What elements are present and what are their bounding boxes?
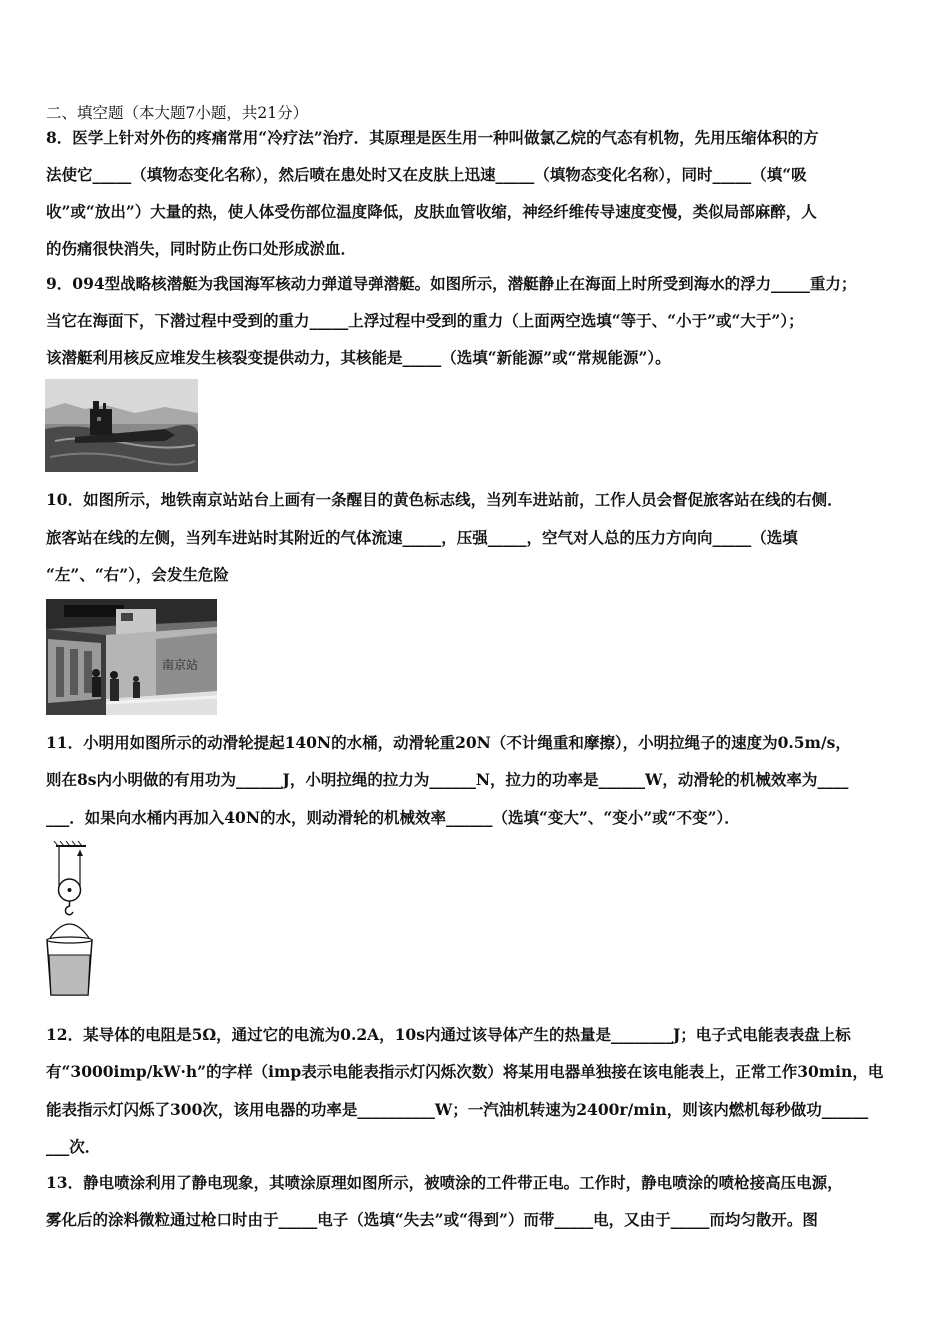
- submarine-photo: [45, 379, 198, 472]
- question-line: 则在8s内小明做的有用功为______J，小明拉绳的拉力为______N，拉力的功率是______W，动滑轮的机械效率为____: [46, 770, 849, 789]
- question-line: ___次．: [46, 1137, 101, 1156]
- question-line: 能表指示灯闪烁了300次，该用电器的功率是__________W；一汽油机转速为2400r/min，则该内燃机每秒做功______: [46, 1100, 869, 1119]
- question-line: 收”或“放出”）大量的热，使人体受伤部位温度降低，皮肤血管收缩，神经纤维传导速度变慢，类似局部麻醉，人: [46, 202, 817, 221]
- subway-station-photo: [46, 599, 217, 715]
- question-line: 10．如图所示，地铁南京站站台上画有一条醒目的黄色标志线，当列车进站前，工作人员会督促旅客站在线的右侧．: [46, 490, 843, 509]
- question-line: 12．某导体的电阻是5Ω，通过它的电流为0.2A，10s内通过该导体产生的热量是________J；电子式电能表表盘上标: [46, 1025, 851, 1044]
- question-line: ___．如果向水桶内再加入40N的水，则动滑轮的机械效率______（选填“变大”、“变小”或“不变”）．: [46, 808, 740, 827]
- question-line: 雾化后的涂料微粒通过枪口时由于_____电子（选填“失去”或“得到”）而带_____电，又由于_____而均匀散开。图: [46, 1210, 818, 1229]
- subway-sign-text: 南京站: [162, 658, 199, 672]
- section-title: 二、填空题（本大题7小题，共21分）: [46, 104, 309, 122]
- question-line: 8．医学上针对外伤的疼痛常用“冷疗法”治疗．其原理是医生用一种叫做氯乙烷的气态有机物，先用压缩体积的方: [46, 128, 819, 147]
- question-line: 旅客站在线的左侧，当列车进站时其附近的气体流速_____，压强_____，空气对人总的压力方向向_____（选填: [46, 528, 798, 547]
- question-line: 有“3000imp/kW·h”的字样（imp表示电能表指示灯闪烁次数）将某用电器单独接在该电能表上，正常工作30min，电: [46, 1062, 884, 1081]
- pulley-bucket-diagram: [42, 840, 102, 1000]
- question-line: 11．小明用如图所示的动滑轮提起140N的水桶，动滑轮重20N（不计绳重和摩擦），小明拉绳子的速度为0.5m/s，: [46, 733, 851, 752]
- question-line: 的伤痛很快消失，同时防止伤口处形成淤血．: [46, 239, 357, 258]
- question-line: 当它在海面下，下潜过程中受到的重力_____上浮过程中受到的重力（上面两空选填“等于、“小于”或“大于”）；: [46, 311, 804, 330]
- question-line: 该潜艇利用核反应堆发生核裂变提供动力，其核能是_____（选填“新能源”或“常规能源”）。: [46, 348, 671, 367]
- question-line: 13．静电喷涂利用了静电现象，其喷涂原理如图所示，被喷涂的工件带正电。工作时，静电喷涂的喷枪接高压电源，: [46, 1173, 843, 1192]
- question-line: 9．094型战略核潜艇为我国海军核动力弹道导弹潜艇。如图所示，潜艇静止在海面上时所受到海水的浮力_____重力；: [46, 274, 857, 293]
- question-line: 法使它_____（填物态变化名称），然后喷在患处时又在皮肤上迅速_____（填物态变化名称），同时_____（填“吸: [46, 165, 807, 184]
- question-line: “左”、“右”），会发生危险: [46, 565, 229, 584]
